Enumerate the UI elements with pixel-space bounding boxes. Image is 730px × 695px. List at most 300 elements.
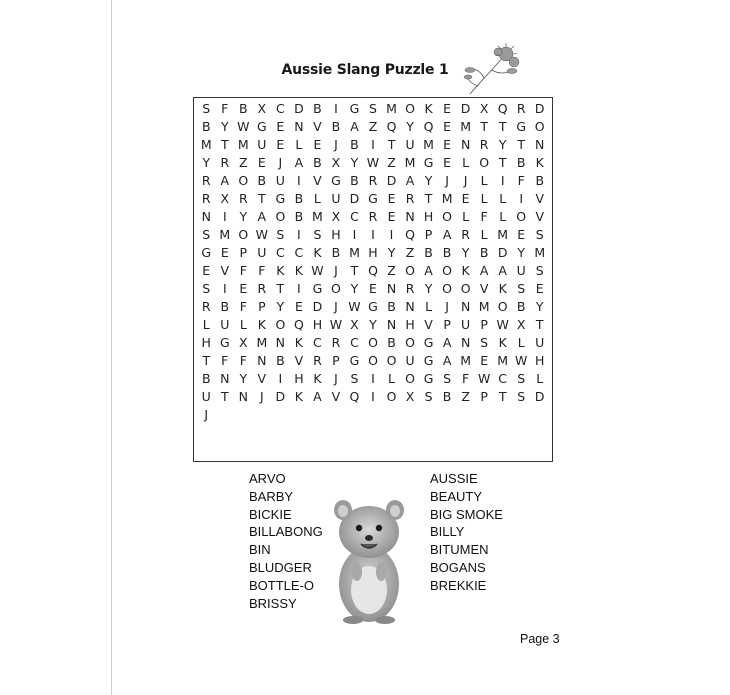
grid-letter[interactable]: U — [275, 173, 285, 189]
grid-letter[interactable]: G — [219, 334, 230, 350]
grid-letter[interactable]: Y — [517, 245, 526, 261]
grid-letter[interactable]: S — [535, 263, 544, 279]
grid-letter[interactable]: H — [535, 352, 545, 368]
grid-letter[interactable]: I — [297, 227, 301, 243]
grid-letter[interactable]: U — [257, 245, 267, 261]
grid-letter[interactable]: J — [334, 298, 338, 314]
grid-letter[interactable]: M — [478, 298, 490, 314]
grid-letter[interactable]: E — [369, 280, 377, 296]
grid-letter[interactable]: C — [294, 245, 304, 261]
grid-letter[interactable]: Q — [405, 227, 415, 243]
grid-letter[interactable]: G — [349, 352, 360, 368]
grid-letter[interactable]: S — [424, 388, 433, 404]
grid-letter[interactable]: N — [386, 280, 397, 296]
grid-letter[interactable]: B — [294, 191, 304, 207]
grid-letter[interactable]: E — [276, 119, 285, 135]
grid-letter[interactable]: F — [258, 263, 266, 279]
grid-letter[interactable]: O — [386, 352, 397, 368]
grid-letter[interactable]: Y — [239, 370, 248, 386]
grid-letter[interactable]: O — [238, 227, 249, 243]
grid-letter[interactable]: V — [535, 209, 544, 225]
grid-letter[interactable]: U — [201, 388, 211, 404]
grid-letter[interactable]: Y — [424, 173, 433, 189]
grid-letter[interactable]: V — [331, 388, 341, 404]
grid-letter[interactable]: W — [366, 155, 380, 171]
grid-letter[interactable]: Y — [350, 155, 359, 171]
grid-letter[interactable]: U — [405, 352, 415, 368]
grid-letter[interactable]: K — [498, 334, 507, 350]
grid-letter[interactable]: E — [443, 137, 452, 153]
grid-letter[interactable]: B — [387, 334, 396, 350]
grid-letter[interactable]: B — [201, 119, 211, 135]
grid-letter[interactable]: I — [371, 388, 375, 404]
grid-letter[interactable]: M — [256, 334, 268, 350]
grid-letter[interactable]: T — [350, 263, 359, 279]
grid-letter[interactable]: Q — [368, 263, 378, 279]
grid-letter[interactable]: B — [276, 352, 285, 368]
grid-letter[interactable]: B — [331, 245, 341, 261]
grid-letter[interactable]: I — [278, 370, 283, 386]
grid-letter[interactable]: D — [386, 173, 397, 189]
grid-letter[interactable]: S — [517, 370, 526, 386]
grid-letter[interactable]: Y — [276, 298, 285, 314]
grid-letter[interactable]: O — [442, 209, 453, 225]
grid-letter[interactable]: A — [257, 209, 267, 225]
grid-letter[interactable]: M — [349, 245, 360, 261]
grid-letter[interactable]: J — [334, 263, 338, 279]
grid-letter[interactable]: A — [479, 263, 489, 279]
grid-letter[interactable]: Y — [461, 245, 470, 261]
grid-letter[interactable]: E — [387, 191, 396, 207]
grid-letter[interactable]: K — [424, 101, 433, 117]
grid-letter[interactable]: O — [368, 352, 378, 368]
grid-letter[interactable]: R — [479, 137, 489, 153]
grid-letter[interactable]: J — [463, 173, 468, 189]
grid-letter[interactable]: L — [499, 209, 507, 225]
grid-letter[interactable]: W — [255, 227, 269, 243]
grid-letter[interactable]: E — [220, 245, 229, 261]
grid-letter[interactable]: T — [424, 191, 433, 207]
grid-letter[interactable]: E — [443, 101, 452, 117]
grid-letter[interactable]: P — [258, 298, 266, 314]
grid-letter[interactable]: S — [517, 280, 526, 296]
grid-letter[interactable]: N — [405, 298, 415, 314]
grid-letter[interactable]: E — [387, 209, 396, 225]
grid-letter[interactable]: M — [534, 245, 546, 261]
grid-letter[interactable]: D — [294, 101, 304, 117]
grid-letter[interactable]: H — [312, 316, 323, 332]
grid-letter[interactable]: S — [202, 227, 211, 243]
grid-letter[interactable]: O — [497, 298, 508, 314]
grid-letter[interactable]: W — [477, 370, 491, 386]
grid-letter[interactable]: T — [517, 137, 526, 153]
grid-letter[interactable]: Z — [387, 155, 396, 171]
grid-letter[interactable]: U — [220, 316, 230, 332]
grid-letter[interactable]: A — [442, 352, 452, 368]
grid-letter[interactable]: M — [497, 227, 509, 243]
grid-letter[interactable]: P — [424, 227, 433, 243]
grid-letter[interactable]: B — [535, 173, 545, 189]
grid-letter[interactable]: D — [349, 191, 360, 207]
grid-letter[interactable]: O — [534, 119, 545, 135]
grid-letter[interactable]: L — [313, 191, 321, 207]
grid-letter[interactable]: J — [204, 406, 209, 422]
grid-letter[interactable]: G — [349, 101, 360, 117]
grid-letter[interactable]: A — [294, 155, 304, 171]
grid-letter[interactable]: M — [460, 352, 472, 368]
grid-letter[interactable]: O — [405, 370, 415, 386]
grid-letter[interactable]: L — [202, 316, 210, 332]
grid-letter[interactable]: I — [519, 191, 524, 207]
grid-letter[interactable]: R — [313, 352, 322, 368]
grid-letter[interactable]: A — [442, 334, 452, 350]
grid-letter[interactable]: G — [368, 298, 378, 314]
grid-letter[interactable]: W — [348, 298, 361, 314]
grid-letter[interactable]: A — [313, 388, 322, 404]
grid-letter[interactable]: I — [222, 280, 227, 296]
grid-letter[interactable]: X — [479, 101, 489, 117]
grid-letter[interactable]: B — [313, 101, 322, 117]
grid-letter[interactable]: W — [329, 316, 343, 332]
grid-letter[interactable]: K — [498, 280, 507, 296]
grid-letter[interactable]: X — [516, 316, 526, 332]
grid-letter[interactable]: V — [479, 280, 489, 296]
grid-letter[interactable]: B — [516, 298, 526, 314]
grid-letter[interactable]: I — [371, 227, 375, 243]
grid-letter[interactable]: V — [313, 119, 322, 135]
grid-letter[interactable]: L — [480, 227, 488, 243]
grid-letter[interactable]: E — [202, 263, 211, 279]
grid-letter[interactable]: N — [220, 370, 230, 386]
grid-letter[interactable]: R — [331, 334, 341, 350]
grid-letter[interactable]: N — [238, 388, 248, 404]
grid-letter[interactable]: X — [331, 155, 341, 171]
grid-letter[interactable]: F — [239, 298, 247, 314]
grid-letter[interactable]: Y — [498, 137, 507, 153]
grid-letter[interactable]: W — [237, 119, 250, 135]
grid-letter[interactable]: B — [442, 388, 452, 404]
grid-letter[interactable]: O — [405, 263, 415, 279]
grid-letter[interactable]: D — [312, 298, 323, 314]
grid-letter[interactable]: U — [405, 137, 415, 153]
grid-letter[interactable]: N — [257, 352, 267, 368]
grid-letter[interactable]: C — [498, 370, 508, 386]
grid-letter[interactable]: P — [332, 352, 340, 368]
grid-letter[interactable]: S — [480, 334, 489, 350]
grid-letter[interactable]: N — [460, 298, 471, 314]
grid-letter[interactable]: B — [516, 155, 526, 171]
grid-letter[interactable]: L — [462, 209, 470, 225]
grid-letter[interactable]: J — [278, 155, 283, 171]
grid-letter[interactable]: T — [498, 388, 507, 404]
grid-letter[interactable]: T — [498, 155, 507, 171]
grid-letter[interactable]: S — [350, 370, 359, 386]
grid-letter[interactable]: Z — [239, 155, 248, 171]
grid-letter[interactable]: G — [275, 191, 286, 207]
grid-letter[interactable]: W — [311, 263, 324, 279]
grid-letter[interactable]: X — [331, 209, 341, 225]
grid-letter[interactable]: O — [460, 280, 471, 296]
grid-letter[interactable]: D — [534, 388, 545, 404]
grid-letter[interactable]: X — [239, 334, 248, 350]
grid-letter[interactable]: V — [424, 316, 433, 332]
grid-letter[interactable]: L — [480, 191, 488, 207]
grid-letter[interactable]: R — [368, 209, 378, 225]
grid-letter[interactable]: C — [313, 334, 322, 350]
grid-letter[interactable]: L — [499, 191, 507, 207]
grid-letter[interactable]: U — [331, 191, 341, 207]
grid-letter[interactable]: J — [334, 137, 338, 153]
grid-letter[interactable]: Z — [387, 263, 396, 279]
grid-letter[interactable]: G — [331, 173, 341, 189]
grid-letter[interactable]: I — [352, 227, 357, 243]
grid-letter[interactable]: M — [219, 227, 231, 243]
grid-letter[interactable]: I — [297, 280, 301, 296]
grid-letter[interactable]: T — [387, 137, 396, 153]
grid-letter[interactable]: T — [220, 388, 229, 404]
grid-letter[interactable]: M — [460, 119, 472, 135]
grid-letter[interactable]: H — [405, 316, 415, 332]
grid-letter[interactable]: O — [275, 316, 286, 332]
grid-letter[interactable]: N — [201, 209, 211, 225]
grid-letter[interactable]: A — [405, 173, 415, 189]
grid-letter[interactable]: F — [462, 370, 470, 386]
grid-letter[interactable]: M — [441, 191, 453, 207]
grid-letter[interactable]: Q — [386, 119, 397, 135]
grid-letter[interactable]: S — [202, 280, 211, 296]
grid-letter[interactable]: Y — [369, 316, 377, 332]
grid-letter[interactable]: N — [460, 334, 471, 350]
grid-letter[interactable]: R — [220, 155, 230, 171]
grid-letter[interactable]: S — [313, 227, 322, 243]
grid-letter[interactable]: E — [313, 137, 322, 153]
grid-letter[interactable]: C — [350, 334, 359, 350]
grid-letter[interactable]: B — [350, 173, 359, 189]
grid-letter[interactable]: M — [237, 137, 249, 153]
grid-letter[interactable]: R — [461, 227, 470, 243]
grid-letter[interactable]: P — [480, 316, 488, 332]
grid-letter[interactable]: K — [313, 245, 322, 261]
grid-letter[interactable]: G — [201, 245, 212, 261]
grid-letter[interactable]: I — [500, 173, 505, 189]
grid-letter[interactable]: K — [294, 334, 303, 350]
grid-letter[interactable]: W — [515, 352, 528, 368]
grid-letter[interactable]: E — [294, 298, 303, 314]
grid-letter[interactable]: I — [334, 101, 338, 117]
grid-letter[interactable]: T — [498, 119, 507, 135]
grid-letter[interactable]: E — [239, 280, 248, 296]
grid-letter[interactable]: S — [276, 227, 285, 243]
grid-letter[interactable]: B — [257, 173, 267, 189]
grid-letter[interactable]: V — [220, 263, 230, 279]
grid-letter[interactable]: R — [201, 191, 211, 207]
grid-letter[interactable]: C — [275, 245, 285, 261]
grid-letter[interactable]: G — [423, 370, 434, 386]
grid-letter[interactable]: G — [368, 191, 378, 207]
grid-letter[interactable]: B — [387, 298, 396, 314]
grid-letter[interactable]: G — [256, 119, 267, 135]
grid-letter[interactable]: O — [405, 101, 415, 117]
grid-letter[interactable]: R — [201, 298, 211, 314]
grid-letter[interactable]: Y — [535, 298, 544, 314]
grid-letter[interactable]: W — [496, 316, 509, 332]
grid-letter[interactable]: G — [312, 280, 323, 296]
grid-letter[interactable]: D — [497, 245, 508, 261]
grid-letter[interactable]: K — [461, 263, 470, 279]
grid-letter[interactable]: K — [313, 370, 322, 386]
grid-letter[interactable]: F — [239, 352, 247, 368]
grid-letter[interactable]: H — [331, 227, 341, 243]
grid-letter[interactable]: U — [516, 263, 526, 279]
grid-letter[interactable]: J — [334, 370, 338, 386]
grid-letter[interactable]: X — [350, 316, 359, 332]
grid-letter[interactable]: B — [313, 155, 322, 171]
grid-letter[interactable]: T — [276, 280, 285, 296]
grid-letter[interactable]: P — [239, 245, 248, 261]
grid-letter[interactable]: L — [536, 370, 544, 386]
grid-letter[interactable]: A — [442, 227, 452, 243]
grid-letter[interactable]: V — [535, 191, 544, 207]
grid-letter[interactable]: H — [368, 245, 378, 261]
grid-letter[interactable]: J — [445, 173, 449, 189]
grid-letter[interactable]: O — [516, 209, 527, 225]
grid-letter[interactable]: N — [535, 137, 545, 153]
grid-letter[interactable]: H — [294, 370, 304, 386]
grid-letter[interactable]: K — [276, 263, 285, 279]
grid-letter[interactable]: B — [424, 245, 433, 261]
grid-letter[interactable]: M — [497, 352, 509, 368]
grid-letter[interactable]: O — [386, 388, 397, 404]
grid-letter[interactable]: Z — [368, 119, 378, 135]
grid-letter[interactable]: K — [294, 263, 303, 279]
grid-letter[interactable]: G — [423, 334, 434, 350]
grid-letter[interactable]: S — [535, 227, 544, 243]
grid-letter[interactable]: N — [386, 316, 397, 332]
grid-letter[interactable]: Y — [387, 245, 396, 261]
grid-letter[interactable]: U — [257, 137, 267, 153]
grid-letter[interactable]: R — [405, 280, 415, 296]
grid-letter[interactable]: A — [350, 119, 359, 135]
grid-letter[interactable]: T — [202, 352, 211, 368]
grid-letter[interactable]: X — [220, 191, 230, 207]
grid-letter[interactable]: Q — [497, 101, 508, 117]
grid-letter[interactable]: Q — [423, 119, 434, 135]
grid-letter[interactable]: E — [443, 155, 452, 171]
grid-letter[interactable]: I — [222, 209, 227, 225]
grid-letter[interactable]: F — [517, 173, 525, 189]
grid-letter[interactable]: N — [460, 137, 471, 153]
grid-letter[interactable]: B — [201, 370, 211, 386]
grid-letter[interactable]: P — [443, 316, 451, 332]
grid-letter[interactable]: F — [480, 209, 488, 225]
grid-letter[interactable]: M — [386, 101, 397, 117]
grid-letter[interactable]: M — [423, 137, 434, 153]
grid-letter[interactable]: S — [202, 101, 211, 117]
grid-letter[interactable]: V — [313, 173, 322, 189]
grid-letter[interactable]: Z — [405, 245, 415, 261]
grid-letter[interactable]: E — [461, 191, 470, 207]
grid-letter[interactable]: L — [517, 334, 525, 350]
grid-letter[interactable]: A — [498, 263, 507, 279]
grid-letter[interactable]: Z — [461, 388, 470, 404]
grid-letter[interactable]: U — [461, 316, 471, 332]
grid-letter[interactable]: N — [275, 334, 286, 350]
grid-letter[interactable]: Q — [293, 316, 304, 332]
grid-letter[interactable]: F — [221, 352, 229, 368]
grid-letter[interactable]: O — [442, 280, 453, 296]
grid-letter[interactable]: M — [200, 137, 212, 153]
grid-letter[interactable]: B — [294, 209, 304, 225]
grid-letter[interactable]: E — [517, 227, 526, 243]
grid-letter[interactable]: R — [257, 280, 267, 296]
grid-letter[interactable]: P — [480, 388, 488, 404]
grid-letter[interactable]: E — [480, 352, 489, 368]
grid-letter[interactable]: H — [201, 334, 211, 350]
grid-letter[interactable]: N — [294, 119, 304, 135]
grid-letter[interactable]: E — [535, 280, 544, 296]
grid-letter[interactable]: L — [425, 298, 433, 314]
grid-letter[interactable]: O — [275, 209, 286, 225]
grid-letter[interactable]: R — [201, 173, 211, 189]
grid-letter[interactable]: F — [221, 101, 229, 117]
grid-letter[interactable]: B — [239, 101, 248, 117]
grid-letter[interactable]: E — [276, 137, 285, 153]
grid-letter[interactable]: X — [257, 101, 267, 117]
grid-letter[interactable]: M — [404, 155, 416, 171]
grid-letter[interactable]: N — [405, 209, 415, 225]
grid-letter[interactable]: K — [257, 316, 266, 332]
grid-letter[interactable]: O — [238, 173, 249, 189]
grid-letter[interactable]: C — [275, 101, 285, 117]
grid-letter[interactable]: T — [220, 137, 229, 153]
grid-letter[interactable]: Y — [202, 155, 211, 171]
grid-letter[interactable]: E — [257, 155, 266, 171]
grid-letter[interactable]: B — [350, 137, 359, 153]
grid-letter[interactable]: H — [423, 209, 434, 225]
grid-letter[interactable]: L — [295, 137, 303, 153]
grid-letter[interactable]: R — [238, 191, 248, 207]
grid-letter[interactable]: S — [369, 101, 377, 117]
grid-letter[interactable]: X — [405, 388, 415, 404]
grid-letter[interactable]: R — [405, 191, 415, 207]
grid-letter[interactable]: D — [275, 388, 286, 404]
grid-letter[interactable]: C — [350, 209, 359, 225]
grid-letter[interactable]: B — [442, 245, 452, 261]
grid-letter[interactable]: O — [331, 280, 341, 296]
grid-letter[interactable]: B — [479, 245, 489, 261]
grid-letter[interactable]: D — [534, 101, 545, 117]
grid-letter[interactable]: Y — [220, 119, 229, 135]
grid-letter[interactable]: B — [331, 119, 341, 135]
grid-letter[interactable]: L — [388, 370, 395, 386]
grid-letter[interactable]: A — [220, 173, 230, 189]
grid-letter[interactable]: I — [389, 227, 394, 243]
grid-letter[interactable]: A — [424, 263, 433, 279]
grid-letter[interactable]: S — [443, 370, 452, 386]
grid-letter[interactable]: J — [445, 298, 449, 314]
grid-letter[interactable]: G — [516, 119, 527, 135]
grid-letter[interactable]: O — [368, 334, 378, 350]
grid-letter[interactable]: T — [480, 119, 488, 135]
grid-letter[interactable]: U — [535, 334, 545, 350]
grid-letter[interactable]: R — [516, 101, 526, 117]
grid-letter[interactable]: G — [423, 155, 434, 171]
grid-letter[interactable]: S — [517, 388, 526, 404]
grid-letter[interactable]: T — [535, 316, 544, 332]
grid-letter[interactable]: L — [462, 155, 470, 171]
grid-letter[interactable]: K — [535, 155, 544, 171]
grid-letter[interactable]: D — [460, 101, 471, 117]
